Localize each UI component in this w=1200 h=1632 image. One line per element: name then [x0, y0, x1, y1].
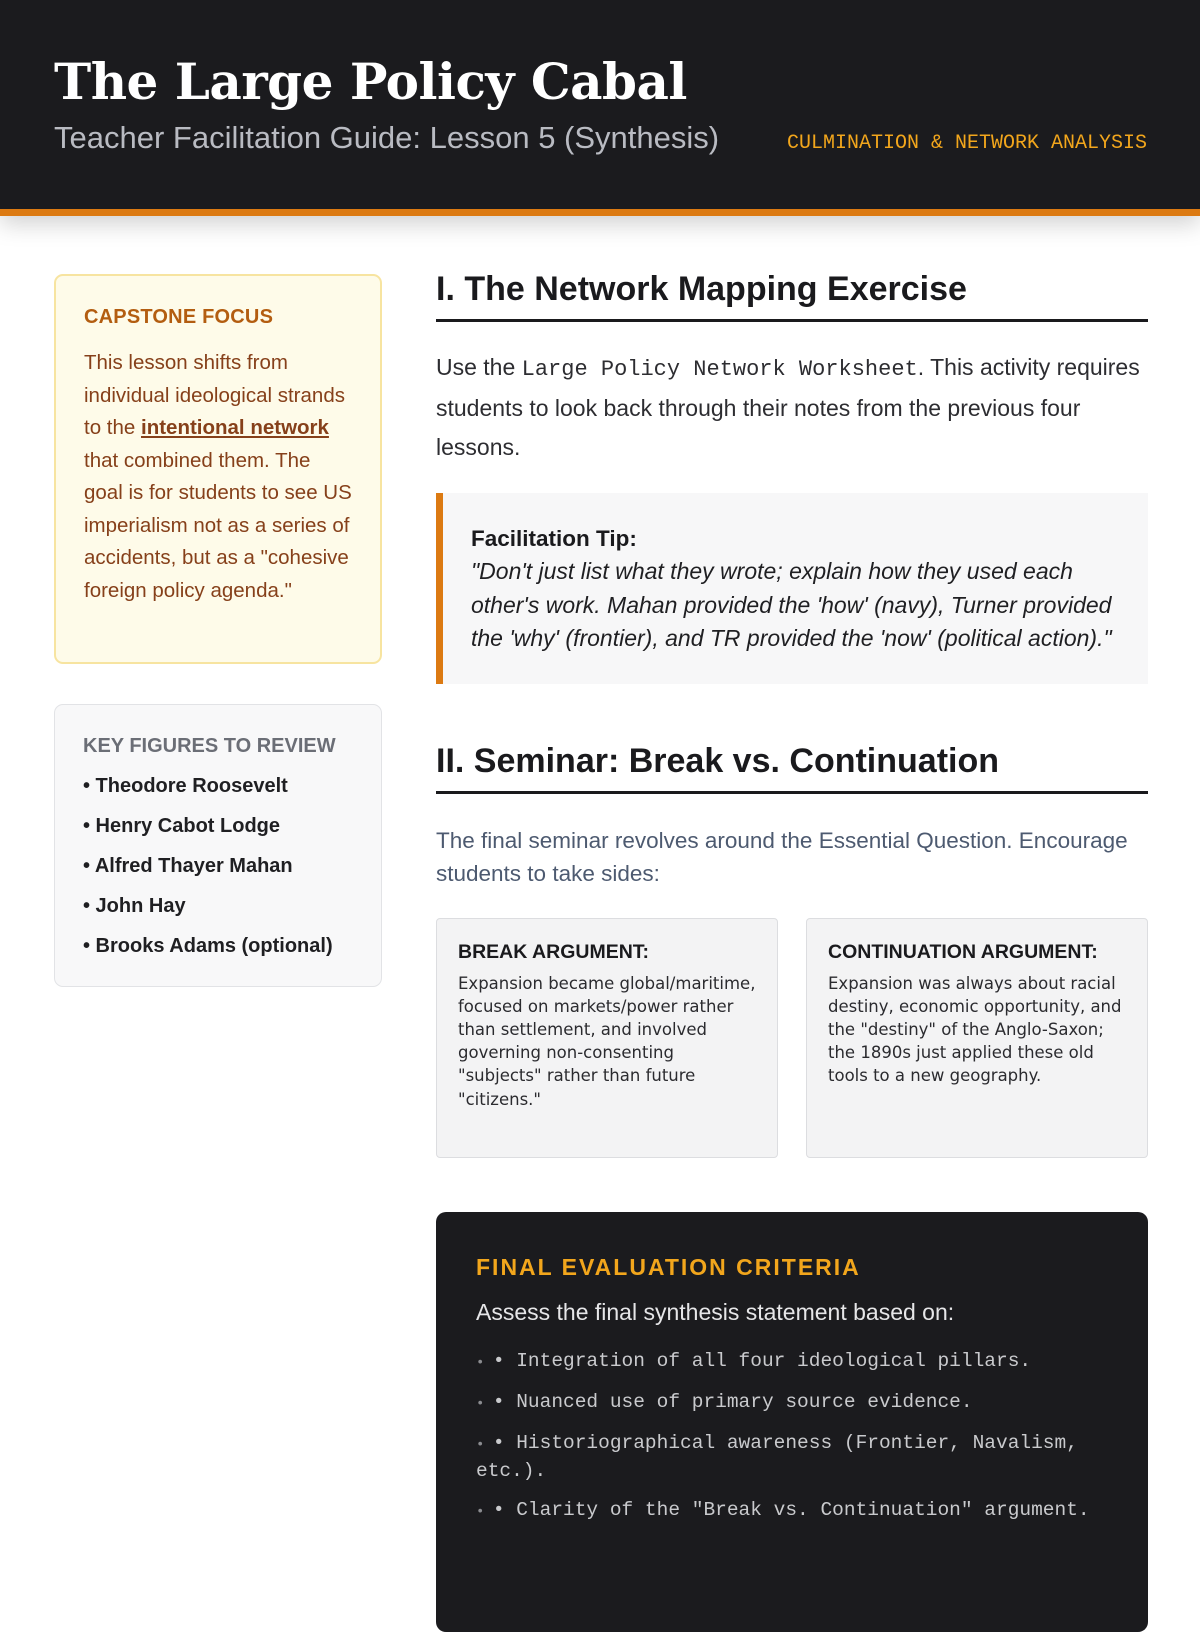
- focus-text-before: This lesson shifts from individual ideological strands to the: [84, 351, 345, 439]
- capstone-focus-text: [84, 347, 354, 607]
- worksheet-name: Large Policy Network Worksheet: [521, 357, 918, 382]
- figure-item: • Brooks Adams (optional): [83, 935, 333, 957]
- network-intro-before: Use the: [436, 354, 522, 380]
- key-figures-title: KEY FIGURES TO REVIEW: [83, 735, 336, 757]
- facilitation-tip-title: Facilitation Tip:: [471, 526, 637, 551]
- break-argument-title: BREAK ARGUMENT:: [458, 940, 650, 963]
- break-argument-text: Expansion became global/maritime, focused on markets/power rather than settlement, and involved governing non-consenting "subjects" rather than future "citizens.": [458, 973, 756, 1109]
- page-subtitle: Teacher Facilitation Guide: Lesson 5 (Synthesis): [54, 120, 720, 155]
- figure-item: • Theodore Roosevelt: [83, 775, 288, 797]
- seminar-section: [436, 742, 1148, 1158]
- continuation-argument-title: CONTINUATION ARGUMENT:: [828, 940, 1098, 963]
- continuation-argument-text: Expansion was always about racial destiny, economic opportunity, and the "destiny" of the Anglo-Saxon; the 1890s just applied these old tools to a new geography.: [828, 973, 1122, 1086]
- section-heading-network: I. The Network Mapping Exercise: [436, 270, 1148, 322]
- lesson-tag: CULMINATION & NETWORK ANALYSIS: [786, 132, 1147, 155]
- argument-cards: [436, 918, 1148, 1158]
- final-evaluation-intro: Assess the final synthesis statement based on:: [476, 1298, 955, 1325]
- page-header: [0, 0, 1200, 216]
- main-content: [436, 270, 1148, 1632]
- focus-emphasis: intentional network: [141, 416, 329, 439]
- facilitation-tip: [436, 493, 1148, 684]
- continuation-argument-card: [806, 918, 1148, 1158]
- final-evaluation-title: FINAL EVALUATION CRITERIA: [476, 1253, 861, 1280]
- key-figures-box: [54, 704, 382, 987]
- figure-item: • John Hay: [83, 895, 186, 917]
- final-evaluation-box: [436, 1212, 1148, 1632]
- criteria-item: • • Historiographical awareness (Frontier, Navalism, etc.).: [476, 1430, 1108, 1484]
- section-heading-seminar: II. Seminar: Break vs. Continuation: [436, 742, 1148, 794]
- figure-item: • Henry Cabot Lodge: [83, 815, 281, 837]
- network-mapping-section: [436, 270, 1148, 684]
- criteria-item: • • Nuanced use of primary source evidence.: [476, 1389, 1108, 1417]
- criteria-item: • • Integration of all four ideological pillars.: [476, 1348, 1108, 1376]
- figure-item: • Alfred Thayer Mahan: [83, 855, 293, 877]
- network-intro: [436, 348, 1148, 467]
- evaluation-criteria-list: [476, 1348, 1108, 1525]
- seminar-intro: The final seminar revolves around the Essential Question. Encourage students to take sides:: [436, 827, 1128, 886]
- page-title: The Large Policy Cabal: [54, 52, 687, 111]
- criteria-item: • • Clarity of the "Break vs. Continuation" argument.: [476, 1497, 1108, 1525]
- focus-text-after: that combined them. The goal is for students to see US imperialism not as a series of accidents, but as a "cohesive foreign policy agenda.": [84, 448, 352, 602]
- network-intro-after: . This activity requires students to look back through their notes from the previous four lessons.: [436, 354, 1140, 460]
- facilitation-tip-quote: "Don't just list what they wrote; explain how they used each other's work. Mahan provided the 'how' (navy), Turner provided the 'why' (frontier), and TR provided the 'now' (political action).": [471, 558, 1112, 651]
- capstone-focus-box: [54, 274, 382, 664]
- capstone-focus-title: CAPSTONE FOCUS: [84, 306, 274, 328]
- key-figures-list: [83, 766, 361, 966]
- break-argument-card: [436, 918, 778, 1158]
